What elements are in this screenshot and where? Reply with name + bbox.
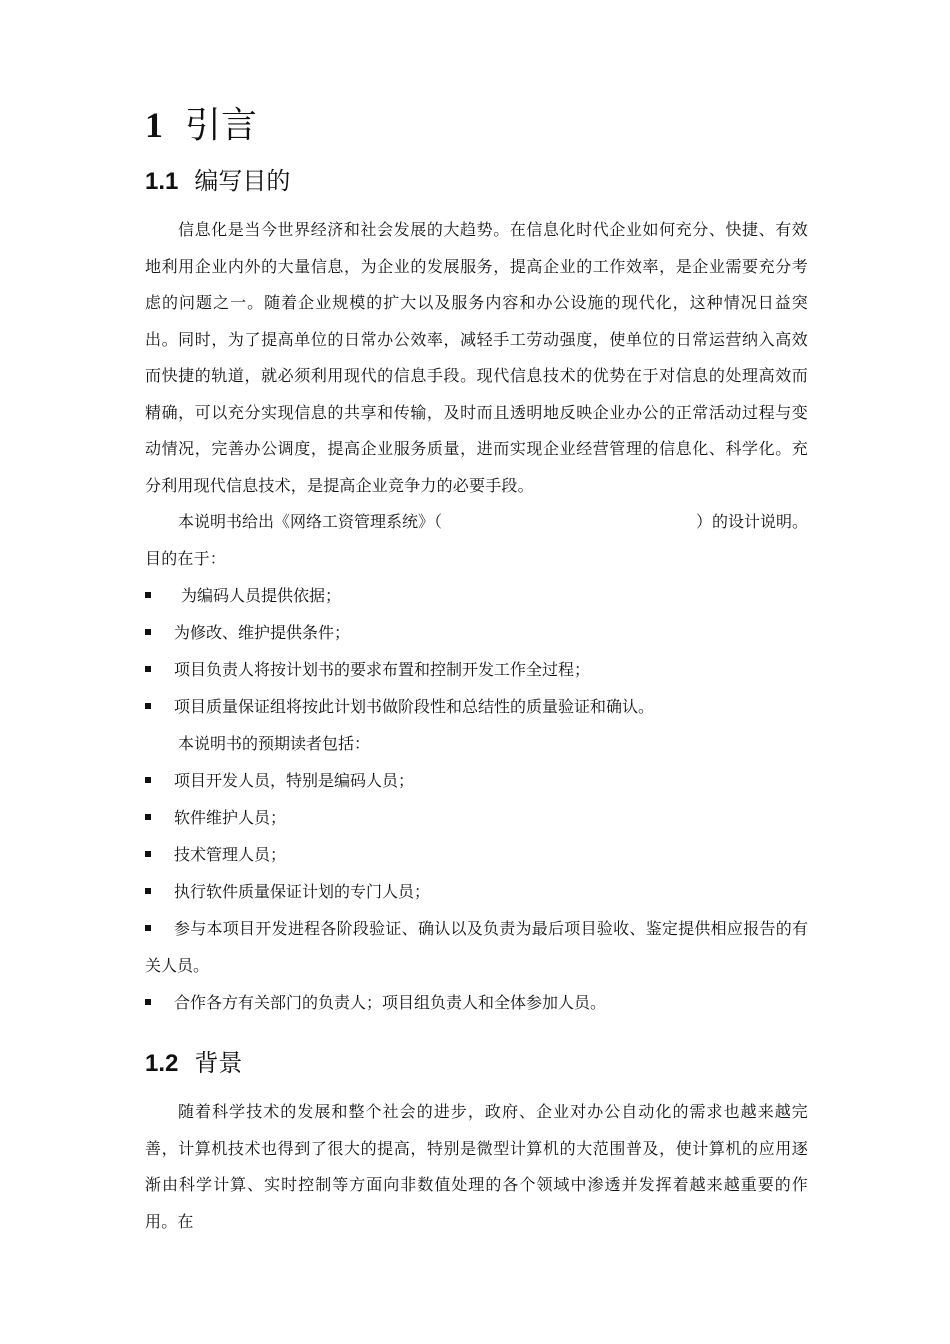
blank-gap xyxy=(442,504,696,541)
list-item xyxy=(145,910,808,984)
list-item-text: 项目开发人员，特别是编码人员； xyxy=(174,771,415,790)
square-bullet-icon xyxy=(145,925,151,931)
list-item xyxy=(145,836,808,873)
purpose-statement-start: 本说明书给出《网络工资管理系统》（ xyxy=(178,512,443,531)
square-bullet-icon xyxy=(145,888,151,894)
purpose-paragraph: 信息化是当今世界经济和社会发展的大趋势。在信息化时代企业如何充分、快捷、有效地利用企业内外的大量信息，为企业的发展服务，提高企业的工作效率，是企业需要充分考虑的问题之一。随着企业规模的扩大以及服务内容和办公设施的现代化，这种情况日益突出。同时，为了提高单位的日常办公效率，减轻手工劳动强度，使单位的日常运营纳入高效而快捷的轨道，就必须利用现代的信息手段。现代信息技术的优势在于对信息的处理高效而精确，可以充分实现信息的共享和传输，及时而且透明地反映企业办公的正常活动过程与变动情况，完善办公调度，提高企业服务质量，进而实现企业经营管理的信息化、科学化。充分利用现代信息技术，是提高企业竞争力的必要手段。 xyxy=(145,220,808,495)
list-item-text: 执行软件质量保证计划的专门人员； xyxy=(174,882,431,901)
section-1-heading xyxy=(145,102,808,149)
list-item xyxy=(145,614,808,651)
square-bullet-icon xyxy=(145,999,151,1005)
square-bullet-icon xyxy=(145,592,151,598)
section-1-title: 引言 xyxy=(185,105,258,146)
square-bullet-icon xyxy=(145,629,151,635)
readers-intro: 本说明书的预期读者包括： xyxy=(178,734,371,753)
section-1-1-title: 编写目的 xyxy=(194,167,291,195)
list-item xyxy=(145,688,808,725)
list-item xyxy=(145,799,808,836)
square-bullet-icon xyxy=(145,814,151,820)
background-paragraph: 随着科学技术的发展和整个社会的进步，政府、企业对办公自动化的需求也越来越完善，计算机技术也得到了很大的提高，特别是微型计算机的大范围普及，使计算机的应用逐渐由科学计算、实时控制等方面向非数值处理的各个领域中渗透并发挥着越来越重要的作用。在 xyxy=(145,1102,808,1231)
square-bullet-icon xyxy=(145,777,151,783)
section-1-2-title: 背景 xyxy=(194,1049,243,1077)
section-1-1-number: 1.1 xyxy=(145,168,179,195)
section-1-2-number: 1.2 xyxy=(145,1050,179,1077)
list-item-text: 合作各方有关部门的负责人；项目组负责人和全体参加人员。 xyxy=(174,993,607,1012)
square-bullet-icon xyxy=(145,666,151,672)
list-item xyxy=(145,577,808,614)
list-item xyxy=(145,873,808,910)
purpose-statement xyxy=(145,504,808,541)
section-1-2-heading xyxy=(145,1045,808,1082)
purpose-statement-end: ）的设计说明。 xyxy=(695,512,808,531)
square-bullet-icon xyxy=(145,851,151,857)
list-item-text: 软件维护人员； xyxy=(174,808,287,827)
purpose-statement-continued: 目的在于： xyxy=(145,548,227,568)
list-item xyxy=(145,762,808,799)
purpose-list xyxy=(145,577,808,725)
list-item xyxy=(145,984,808,1021)
list-item-text: 为修改、维护提供条件； xyxy=(174,623,351,642)
list-item-text: 参与本项目开发进程各阶段验证、确认以及负责为最后项目验收、鉴定提供相应报告的有关人员。 xyxy=(145,919,808,975)
list-item-text: 项目质量保证组将按此计划书做阶段性和总结性的质量验证和确认。 xyxy=(174,697,655,716)
readers-list xyxy=(145,762,808,1021)
list-item-text: 为编码人员提供依据； xyxy=(181,586,342,605)
section-1-number: 1 xyxy=(145,105,163,145)
section-1-1-heading xyxy=(145,163,808,200)
list-item-text: 技术管理人员； xyxy=(174,845,287,864)
list-item-text: 项目负责人将按计划书的要求布置和控制开发工作全过程； xyxy=(174,660,591,679)
list-item xyxy=(145,651,808,688)
square-bullet-icon xyxy=(145,703,151,709)
